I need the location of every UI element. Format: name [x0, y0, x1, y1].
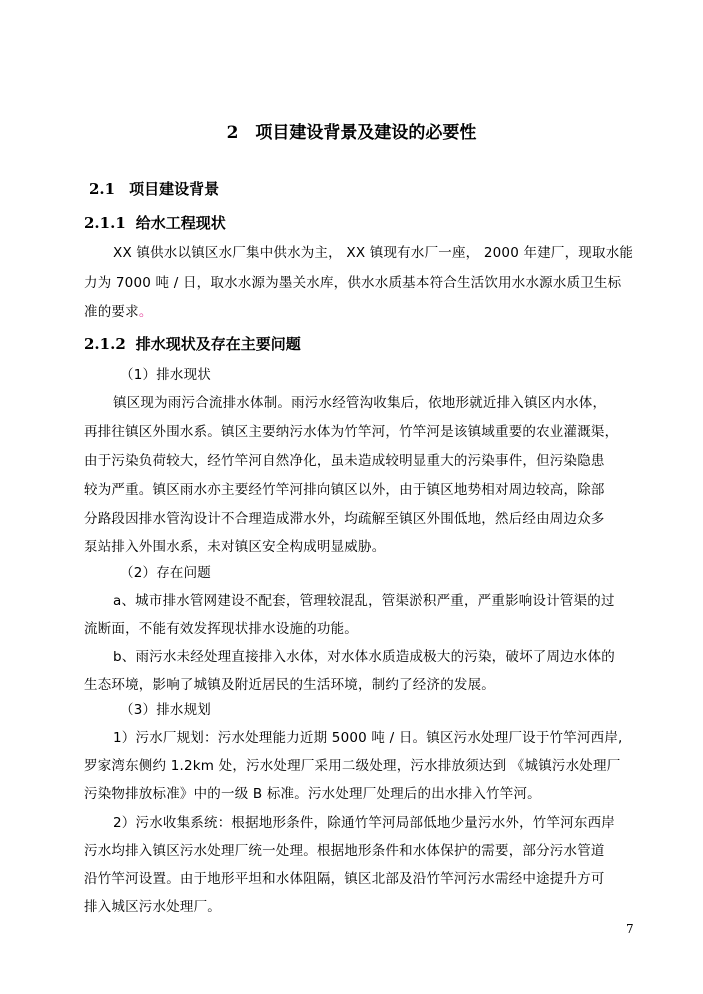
- item-heading: （3）排水规划: [120, 702, 211, 718]
- paragraph-line: 流断面，不能有效发挥现状排水设施的功能。: [84, 621, 358, 637]
- paragraph-line: 由于污染负荷较大，经竹竿河自然净化，虽未造成较明显重大的污染事件，但污染隐患: [84, 453, 605, 469]
- section-number: 2.1: [89, 180, 116, 198]
- paragraph-text: 准的要求: [84, 304, 139, 320]
- subsection-heading-1: [84, 212, 226, 233]
- subsection-title: 给水工程现状: [135, 214, 226, 232]
- paragraph-line: 较为严重。镇区雨水亦主要经竹竿河排向镇区以外，由于镇区地势相对周边较高，除部: [84, 482, 605, 498]
- paragraph-line: 力为 7000 吨 / 日，取水水源为墨关水库，供水水质基本符合生活饮用水水源水质卫生标: [84, 275, 622, 291]
- paragraph-line: 1）污水厂规划：污水处理能力近期 5000 吨 / 日。镇区污水处理厂设于竹竿河西岸,: [113, 730, 623, 746]
- paragraph-line: XX 镇供水以镇区水厂集中供水为主， XX 镇现有水厂一座， 2000 年建厂，现取水能: [113, 245, 634, 261]
- paragraph-line: 镇区现为雨污合流排水体制。雨污水经管沟收集后，依地形就近排入镇区内水体，: [113, 395, 607, 411]
- section-heading: [89, 178, 219, 199]
- paragraph-line: b、雨污水未经处理直接排入水体，对水体水质造成极大的污染，破坏了周边水体的: [113, 649, 615, 665]
- chapter-title: 2 项目建设背景及建设的必要性: [226, 123, 477, 143]
- subsection-heading-2: [84, 333, 301, 354]
- item-heading: （2）存在问题: [120, 565, 211, 581]
- subsection-number: 2.1.1: [84, 214, 126, 232]
- paragraph-end-mark: 。: [138, 304, 153, 320]
- paragraph-line: a、城市排水管网建设不配套，管理较混乱，管渠淤积严重，严重影响设计管渠的过: [113, 593, 615, 609]
- paragraph-line: 生态环境，影响了城镇及附近居民的生活环境，制约了经济的发展。: [84, 677, 495, 693]
- paragraph-line: 2）污水收集系统：根据地形条件，除通竹竿河局部低地少量污水外，竹竿河东西岸: [113, 815, 615, 831]
- section-title: 项目建设背景: [129, 180, 220, 198]
- paragraph-line: 泵站排入外围水系，未对镇区安全构成明显威胁。: [84, 539, 386, 555]
- paragraph-line: 分路段因排水管沟设计不合理造成滞水外，均疏解至镇区外围低地，然后经由周边众多: [84, 511, 605, 527]
- paragraph-line: 污染物排放标准》中的一级 B 标准。污水处理厂处理后的出水排入竹竿河。: [84, 786, 541, 802]
- paragraph-line: 罗家湾东侧约 1.2km 处，污水处理厂采用二级处理，污水排放须达到 《城镇污水处理厂: [84, 758, 621, 774]
- paragraph-line: 沿竹竿河设置。由于地形平坦和水体阻隔，镇区北部及沿竹竿河污水需经中途提升方可: [84, 871, 605, 887]
- paragraph-line: 污水均排入镇区污水处理厂统一处理。根据地形条件和水体保护的需要，部分污水管道: [84, 843, 605, 859]
- subsection-title: 排水现状及存在主要问题: [135, 335, 301, 353]
- paragraph-line: 排入城区污水处理厂。: [84, 899, 221, 915]
- paragraph-line: [84, 303, 629, 321]
- subsection-number: 2.1.2: [84, 335, 126, 353]
- item-heading: （1）排水现状: [120, 367, 211, 383]
- page-number: 7: [626, 922, 634, 936]
- paragraph-line: 再排往镇区外围水系。镇区主要纳污水体为竹竿河，竹竿河是该镇域重要的农业灌溉渠，: [84, 424, 619, 440]
